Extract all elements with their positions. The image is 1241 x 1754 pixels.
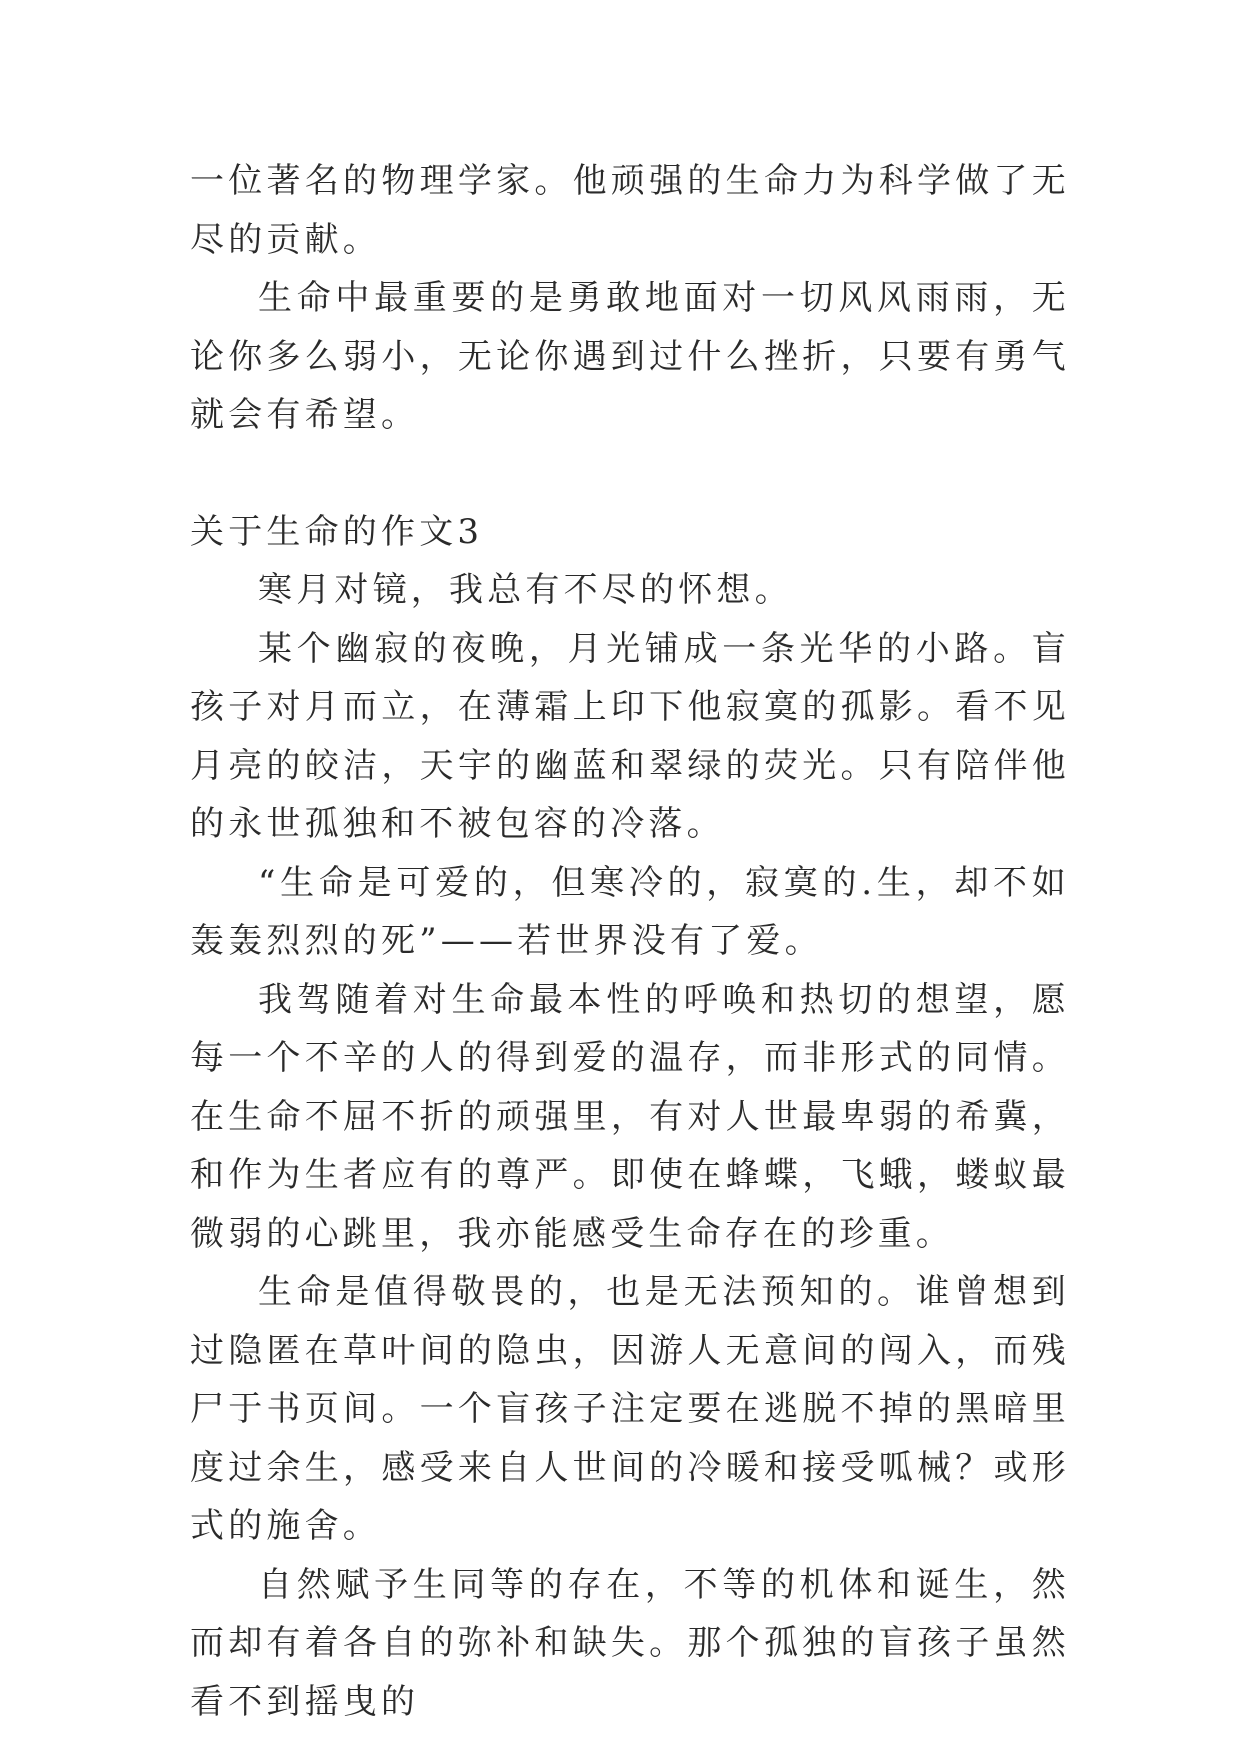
essay-paragraph-3: “生命是可爱的，但寒冷的，寂寞的.生，却不如轰轰烈烈的死”——若世界没有了爱。 [190, 862, 1070, 961]
essay-paragraph-5: 生命是值得敬畏的，也是无法预知的。谁曾想到过隐匿在草叶间的隐虫，因游人无意间的闯入，而残尸于书页间。一个盲孩子注定要在逃脱不掉的黑暗里度过余生，感受来自人世间的冷暖和接受呱械？或形式的施舍。 [190, 1272, 1070, 1546]
essay-paragraph-6: 自然赋予生同等的存在，不等的机体和诞生，然而却有着各自的弥补和缺失。那个孤独的盲孩子虽然看不到摇曳的 [190, 1564, 1070, 1722]
essay-heading: 关于生命的作文3 [190, 511, 484, 552]
essay-paragraph-4: 我驾随着对生命最本性的呼唤和热切的想望，愿每一个不辛的人的得到爱的温存，而非形式的同情。在生命不屈不折的顽强里，有对人世最卑弱的希冀，和作为生者应有的尊严。即使在蜂蝶，飞蛾，蝼蚁最微弱的心跳里，我亦能感受生命存在的珍重。 [190, 979, 1070, 1254]
paragraph-courage: 生命中最重要的是勇敢地面对一切风风雨雨，无论你多么弱小，无论你遇到过什么挫折，只要有勇气就会有希望。 [190, 278, 1070, 435]
essay-paragraph-1: 寒月对镜，我总有不尽的怀想。 [258, 570, 793, 610]
paragraph-continuation: 一位著名的物理学家。他顽强的生命力为科学做了无尽的贡献。 [190, 161, 1070, 260]
document-content [190, 152, 1070, 1731]
essay-paragraph-2: 某个幽寂的夜晚，月光铺成一条光华的小路。盲孩子对月而立，在薄霜上印下他寂寞的孤影。看不见月亮的皎洁，天宇的幽蓝和翠绿的荧光。只有陪伴他的永世孤独和不被包容的冷落。 [190, 628, 1070, 844]
